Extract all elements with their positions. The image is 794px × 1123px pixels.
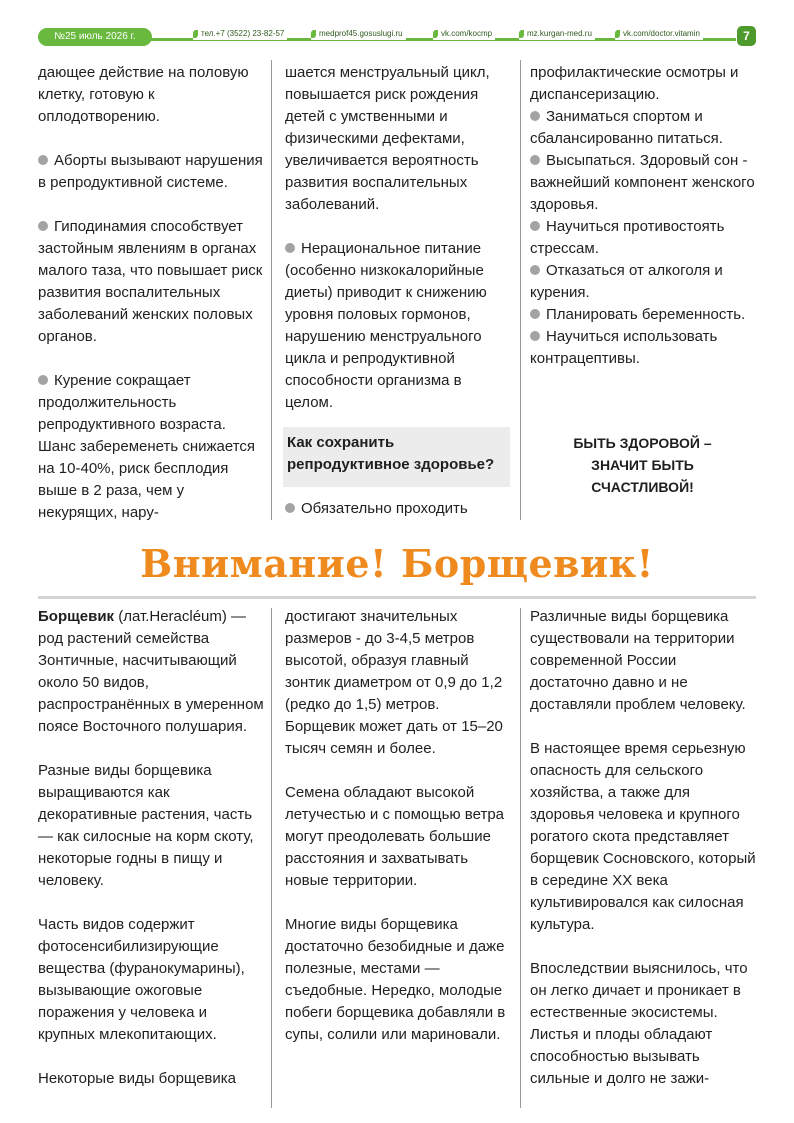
bullet-icon	[38, 155, 48, 165]
contact-vk[interactable]: vk.com/kocmp	[433, 27, 495, 40]
paragraph: шается менструальный цикл, повышается риск рождения детей с умственными и физическими дефектами, увеличивается вероятность развития воспалительных заболеваний.	[285, 64, 490, 213]
bullet-item: Гиподинамия способствует застойным явлениям в органах малого таза, что повышает риск развития воспалительных заболеваний женских половых органов.	[38, 218, 263, 345]
article-column-1	[38, 606, 264, 1090]
bullet-icon	[530, 155, 540, 165]
bullet-icon	[285, 243, 295, 253]
motto: БЫТЬ ЗДОРОВОЙ – ЗНАЧИТ БЫТЬ СЧАСТЛИВОЙ!	[573, 435, 712, 495]
leaf-icon	[615, 30, 620, 38]
paragraph: Многие виды борщевика достаточно безобидные и даже полезные, местами — съедобные. Нередко, молодые побеги борщевика добавляли в супы, солили или мариновали.	[285, 916, 506, 1043]
contact-site[interactable]: medprof45.gosuslugi.ru	[311, 27, 406, 40]
upper-column-3	[530, 62, 758, 370]
paragraph: Некоторые виды борщевика	[38, 1070, 237, 1087]
page-number: 7	[737, 26, 756, 46]
paragraph: Различные виды борщевика существовали на территории современной России достаточно давно и не доставляли проблем человеку.	[530, 608, 746, 713]
bullet-item: Высыпаться. Здоровый сон - важнейший компонент женского здоровья.	[530, 152, 755, 213]
bullet-icon	[530, 331, 540, 341]
bullet-icon	[530, 221, 540, 231]
bullet-icon	[530, 265, 540, 275]
paragraph: Семена обладают высокой летучестью и с помощью ветра могут преодолевать большие расстояния и захватывать новые территории.	[285, 784, 505, 889]
leaf-icon	[433, 30, 438, 38]
bullet-icon	[285, 503, 295, 513]
upper-column-2-tail	[285, 498, 509, 520]
article-title: Внимание! Борщевик!	[140, 541, 654, 586]
article-column-2	[285, 606, 509, 1046]
leaf-icon	[193, 30, 198, 38]
column-divider	[271, 60, 272, 520]
bullet-icon	[530, 111, 540, 121]
bullet-icon	[530, 309, 540, 319]
paragraph: дающее действие на половую клетку, готовую к оплодотворению.	[38, 64, 249, 125]
paragraph: профилактические осмотры и диспансеризацию.	[530, 64, 739, 103]
leaf-icon	[311, 30, 316, 38]
bullet-item: Аборты вызывают нарушения в репродуктивной системе.	[38, 152, 263, 191]
column-divider	[271, 608, 272, 1108]
bullet-item: Научиться использовать контрацептивы.	[530, 328, 718, 367]
bullet-item: Научиться противостоять стрессам.	[530, 218, 725, 257]
bullet-item: Нерациональное питание (особенно низкокалорийные диеты) приводит к снижению уровня половых гормонов, нарушению менструального цикла и репродуктивной способности организма в целом.	[285, 240, 487, 411]
paragraph: достигают значительных размеров - до 3-4,5 метров высотой, образуя главный зонтик диаметром от 0,9 до 1,2 (редко до 1,5) метров. Борщевик может дать от 15–20 тысяч семян и более.	[285, 608, 503, 757]
lead-term: Борщевик	[38, 608, 115, 625]
paragraph: Впоследствии выяснилось, что он легко дичает и проникает в естественные экосистемы. Листья и плоды обладают способностью вызывать сильные и долго не зажи-	[530, 960, 748, 1087]
leaf-icon	[519, 30, 524, 38]
column-divider	[520, 60, 521, 520]
bullet-icon	[38, 375, 48, 385]
bullet-item: Обязательно проходить	[285, 498, 509, 520]
bullet-item: Планировать беременность.	[530, 304, 758, 326]
paragraph: В настоящее время серьезную опасность для сельского хозяйства, а также для здоровья человека и крупного рогатого скота представляет борщевик Сосновского, который в середине XX века культивировался как силосная культура.	[530, 740, 756, 933]
title-underline	[38, 596, 756, 599]
paragraph: Часть видов содержит фотосенсибилизирующие вещества (фуранокумарины), вызывающие ожоговые поражения у человека и крупных млекопитающих.	[38, 916, 245, 1043]
bullet-item: Заниматься спортом и сбалансированно питаться.	[530, 108, 723, 147]
lead-paragraph: Борщевик (лат.Heracléum) — род растений семейства Зонтичные, насчитывающий около 50 видов, распространённых в умеренном поясе Восточного полушария.	[38, 608, 264, 735]
upper-column-2	[285, 62, 509, 414]
paragraph: Разные виды борщевика выращиваются как декоративные растения, часть — как силосные на корм скоту, некоторые годны в пищу и человеку.	[38, 762, 254, 889]
contact-phone: тел.+7 (3522) 23-82-57	[193, 27, 287, 40]
contact-vk-doctor[interactable]: vk.com/doctor.vitamin	[615, 27, 703, 40]
contact-ministry[interactable]: mz.kurgan-med.ru	[519, 27, 595, 40]
bullet-icon	[38, 221, 48, 231]
bullet-item: Курение сокращает продолжительность репродуктивного возраста. Шанс забеременеть снижается на 10-40%, риск бесплодия выше в 2 раза, чем у некурящих, нару-	[38, 372, 256, 521]
bullet-item: Отказаться от алкоголя и курения.	[530, 262, 723, 301]
question-heading: Как сохранить репродуктивное здоровье?	[283, 427, 510, 487]
upper-column-1	[38, 62, 264, 524]
issue-badge: №25 июль 2026 г.	[38, 28, 152, 46]
column-divider	[520, 608, 521, 1108]
article-column-3	[530, 606, 756, 1090]
